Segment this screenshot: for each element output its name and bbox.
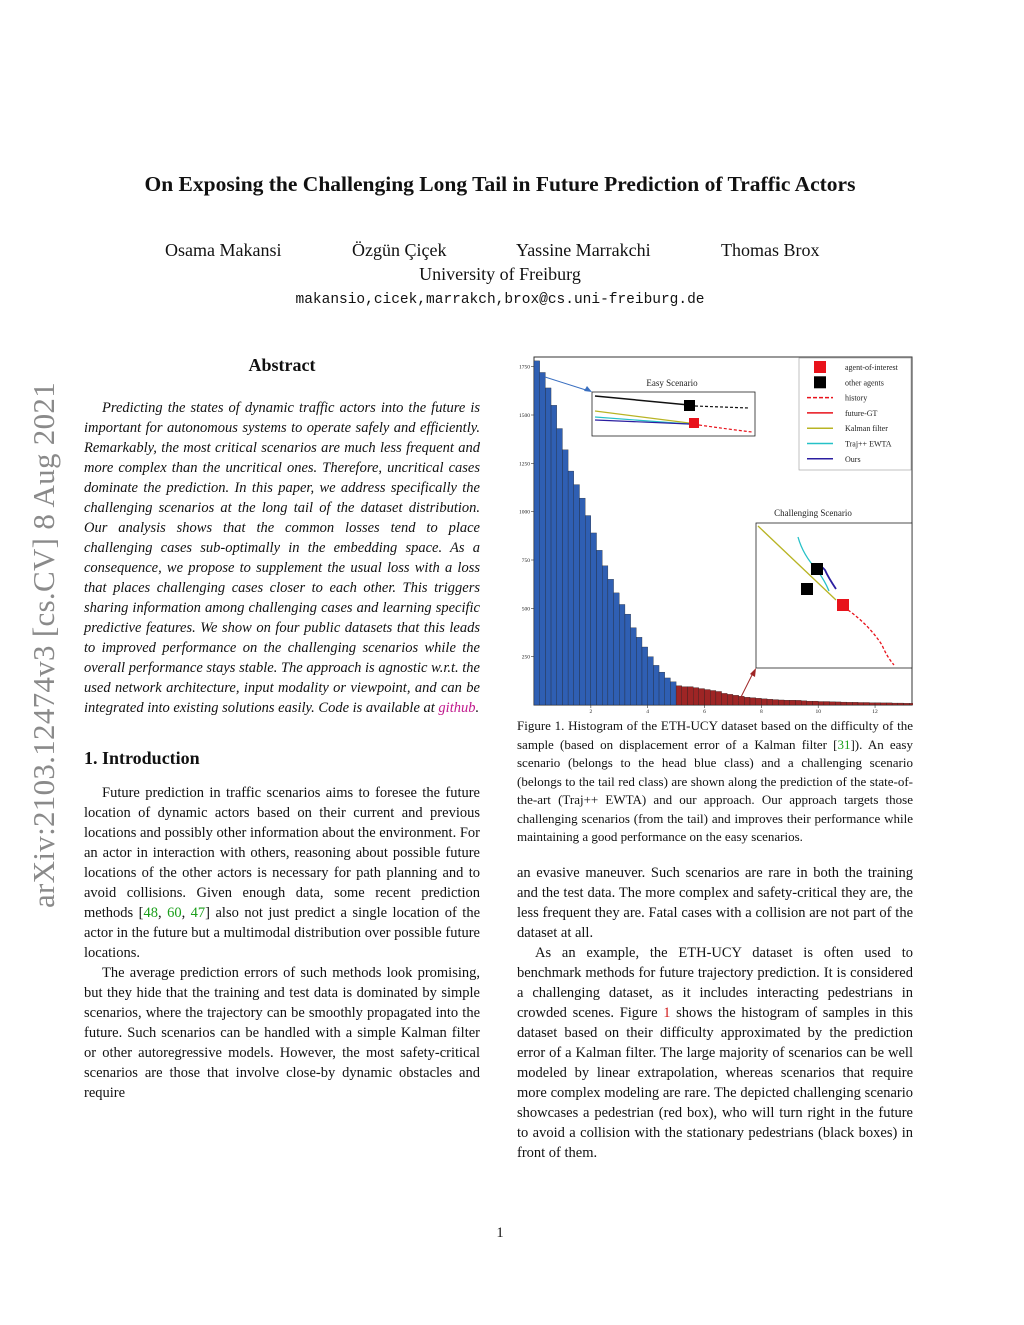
- page-number: 1: [496, 1225, 504, 1241]
- section-heading-introduction: 1. Introduction: [84, 748, 200, 768]
- author-3: Yassine Marrakchi: [516, 240, 651, 260]
- histogram-bar: [892, 703, 898, 705]
- y-tick-label: 750: [521, 558, 530, 564]
- chal-agent-of-interest: [837, 599, 849, 611]
- histogram-bar: [727, 694, 733, 705]
- y-tick-label: 1250: [519, 461, 530, 468]
- legend-label: Ours: [845, 454, 861, 464]
- histogram-bar: [909, 703, 913, 705]
- abstract-text: Predicting the states of dynamic traffic actors into the future is important for autonomous systems to operate safely and efficiently. Remarkably, the most critical scenarios are much less frequent and more complex than the uncritical ones. Therefore, uncritical cases dominate the prediction. In this paper, we address specifically the challenging scenarios at the long tail of the dataset distribution. Our analysis shows that the common losses tend to place challenging cases sub-optimally in the embedding space. As a consequence, we propose to supplement the usual loss with a loss that places challenging cases closer to each other. This triggers sharing information among challenging cases and learning specific predictive features. We show on four public datasets that this leads to improved performance on the challenging scenarios while the overall performance stays stable. The approach is agnostic w.r.t. the used network architecture, input modality or viewpoint, and can be integrated into existing solutions easily. Code is available at github.: [84, 400, 480, 716]
- challenging-scenario-title: Challenging Scenario: [774, 508, 852, 518]
- histogram-bar: [841, 702, 847, 705]
- x-tick-label: 8: [759, 709, 763, 713]
- intro-paragraph-1: Future prediction in traffic scenarios aims to foresee the future location of dynamic actors based on their current and previous locations and possibly other information about the environment. For an actor in interaction with others, reasoning about possible future locations of the other actors is necessary for path planning and to avoid collisions. Given enough data, some recent prediction methods [48, 60, 47] also not just predict a single location of the actor in the future but a multimodal distribution over possible future locations.: [84, 785, 481, 961]
- intro-paragraph-3: an evasive maneuver. Such scenarios are rare in both the training and the test data. The more complex and safety-critical they are, the less frequent they are. Fatal cases with a collision are not part of the dataset at all.: [517, 864, 913, 941]
- histogram-bar: [608, 579, 614, 705]
- y-tick-label: 1500: [519, 413, 530, 419]
- figure-1: [517, 355, 913, 713]
- histogram-bar: [750, 698, 756, 705]
- challenging-scenario-inset: [756, 523, 912, 668]
- histogram-bar: [886, 703, 892, 705]
- histogram-bar: [722, 693, 728, 705]
- histogram-bar: [784, 700, 790, 705]
- legend-label: agent-of-interest: [845, 363, 898, 372]
- histogram-bar: [687, 687, 693, 705]
- histogram-bar: [540, 372, 546, 705]
- histogram-bar: [693, 688, 699, 705]
- histogram-bar: [574, 485, 580, 705]
- histogram-bar: [653, 665, 659, 705]
- histogram-bar: [716, 691, 722, 705]
- citation-link[interactable]: 60: [167, 905, 182, 921]
- histogram-bar: [756, 698, 762, 705]
- author-emails: makansio,cicek,marrakch,brox@cs.uni-freiburg.de: [295, 292, 705, 308]
- chal-other-agent: [811, 563, 823, 575]
- y-tick-label: 1000: [519, 509, 530, 516]
- easy-scenario-title: Easy Scenario: [646, 378, 698, 388]
- histogram-bar: [562, 450, 568, 705]
- x-tick-label: 2: [589, 709, 593, 713]
- author-4: Thomas Brox: [721, 240, 820, 260]
- histogram-bar: [795, 700, 801, 705]
- histogram-bar: [682, 687, 688, 705]
- histogram-bar: [869, 703, 875, 705]
- histogram-bar: [585, 516, 591, 705]
- histogram-bar: [710, 691, 716, 706]
- citation-link[interactable]: 31: [837, 736, 851, 752]
- histogram-bar: [665, 678, 671, 705]
- histogram-bar: [767, 699, 773, 705]
- histogram-bar: [898, 703, 904, 705]
- histogram-bar: [619, 604, 625, 705]
- histogram-bar: [642, 647, 648, 705]
- histogram-bar: [699, 689, 705, 705]
- histogram-bar: [545, 388, 551, 705]
- histogram-bar: [591, 533, 597, 705]
- histogram-bar: [875, 703, 881, 705]
- histogram-bar: [659, 672, 665, 705]
- histogram-bar: [648, 657, 654, 705]
- intro-paragraph-2: The average prediction errors of such methods look promising, but they hide that the training and test data is dominated by simple scenarios, where the trajectory can be smoothly propagated into the future. Such scenarios can be handled with a simple Kalman filter or other autoregressive models. However, the most safety-critical scenarios are those that involve close-by dynamic obstacles and require: [84, 965, 480, 1101]
- legend-label: history: [845, 393, 868, 403]
- histogram-bar: [801, 701, 807, 705]
- histogram-bar: [557, 429, 563, 705]
- legend-label: future-GT: [845, 408, 878, 418]
- histogram-bar: [551, 405, 557, 705]
- y-tick-label: 500: [521, 606, 530, 613]
- x-tick-label: 10: [815, 709, 821, 713]
- citation-link[interactable]: 47: [190, 905, 206, 921]
- legend-label: Traj++ EWTA: [845, 439, 892, 449]
- easy-agent-of-interest: [689, 418, 699, 428]
- histogram-bar: [858, 702, 864, 705]
- abstract-heading: Abstract: [248, 355, 316, 375]
- figure-reference-link[interactable]: 1: [663, 1004, 671, 1021]
- histogram-bar: [579, 498, 585, 705]
- histogram-bar: [676, 686, 682, 705]
- histogram-bar: [807, 701, 813, 705]
- x-tick-label: 4: [646, 709, 650, 713]
- histogram-bar: [614, 593, 620, 705]
- left-column: [84, 355, 480, 1103]
- histogram-bar: [830, 702, 836, 705]
- right-column: [517, 355, 913, 1163]
- histogram-bar: [824, 702, 830, 705]
- histogram-bar: [818, 702, 824, 705]
- legend-marker-red: [814, 361, 826, 373]
- histogram-bar: [813, 701, 819, 705]
- histogram-bar: [835, 702, 841, 705]
- histogram-bar: [631, 628, 637, 705]
- histogram-chart: [517, 355, 913, 713]
- histogram-bar: [864, 702, 870, 705]
- legend-label: Kalman filter: [845, 424, 888, 434]
- x-tick-label: 6: [703, 709, 706, 713]
- histogram-bar: [568, 471, 574, 705]
- figure-caption: Figure 1. Histogram of the ETH-UCY dataset based on the difficulty of the sample (based on displacement error of a Kalman filter [31]). An easy scenario (belongs to the head blue class) and a challenging scenario (belongs to the tail red class) are shown along the prediction of the state-of-the-art (Traj++ EWTA) and our approach. Our approach targets those challenging scenarios (from the tail) and improves their performance while maintaining a good performance on the easy scenarios.: [517, 718, 913, 844]
- histogram-bar: [903, 703, 909, 705]
- histogram-bar: [602, 566, 608, 705]
- author-1: Osama Makansi: [165, 240, 282, 260]
- x-tick-label: 12: [872, 709, 878, 713]
- author-2: Özgün Çiçek: [352, 240, 447, 260]
- histogram-bar: [881, 703, 887, 705]
- easy-other-agent: [684, 400, 695, 411]
- chal-other-agent: [801, 583, 813, 595]
- histogram-bar: [636, 637, 642, 705]
- histogram-bar: [761, 699, 767, 705]
- histogram-bar: [852, 702, 858, 705]
- y-tick-label: 1750: [519, 364, 530, 371]
- legend-label: other agents: [845, 378, 884, 388]
- citation-link[interactable]: 48: [143, 905, 158, 921]
- histogram-bar: [705, 690, 711, 705]
- histogram-bar: [670, 682, 676, 705]
- github-link[interactable]: github: [438, 700, 476, 716]
- y-tick-label: 250: [521, 654, 530, 661]
- arxiv-id: arXiv:2103.12474v3 [cs.CV] 8 Aug 2021: [26, 381, 61, 909]
- arxiv-stamp: [20, 355, 68, 935]
- histogram-bar: [847, 702, 853, 705]
- paper-title: On Exposing the Challenging Long Tail in Future Prediction of Traffic Actors: [144, 172, 856, 196]
- legend-marker-black: [814, 376, 826, 388]
- intro-paragraph-4: As an example, the ETH-UCY dataset is often used to benchmark methods for future trajectory prediction. It is considered a challenging dataset, as it includes interacting pedestrians in crowded scenes. Figure 1 shows the histogram of samples in this dataset based on their difficulty approximated by the prediction error of a Kalman filter. The large majority of scenarios can be well modeled by linear extrapolation, whereas scenarios that require more complex modeling are rare. The depicted challenging scenario showcases a pedestrian (red box), who will turn right in the future to avoid a collision with the stationary pedestrians (black boxes) in front of them.: [517, 944, 913, 1161]
- histogram-bar: [733, 695, 739, 705]
- histogram-bar: [778, 700, 784, 705]
- affiliation: University of Freiburg: [419, 264, 581, 284]
- histogram-bar: [625, 614, 631, 705]
- histogram-bar: [744, 697, 750, 705]
- histogram-bar: [597, 550, 603, 705]
- histogram-bar: [773, 700, 779, 705]
- histogram-bar: [534, 361, 540, 705]
- histogram-bar: [790, 700, 796, 705]
